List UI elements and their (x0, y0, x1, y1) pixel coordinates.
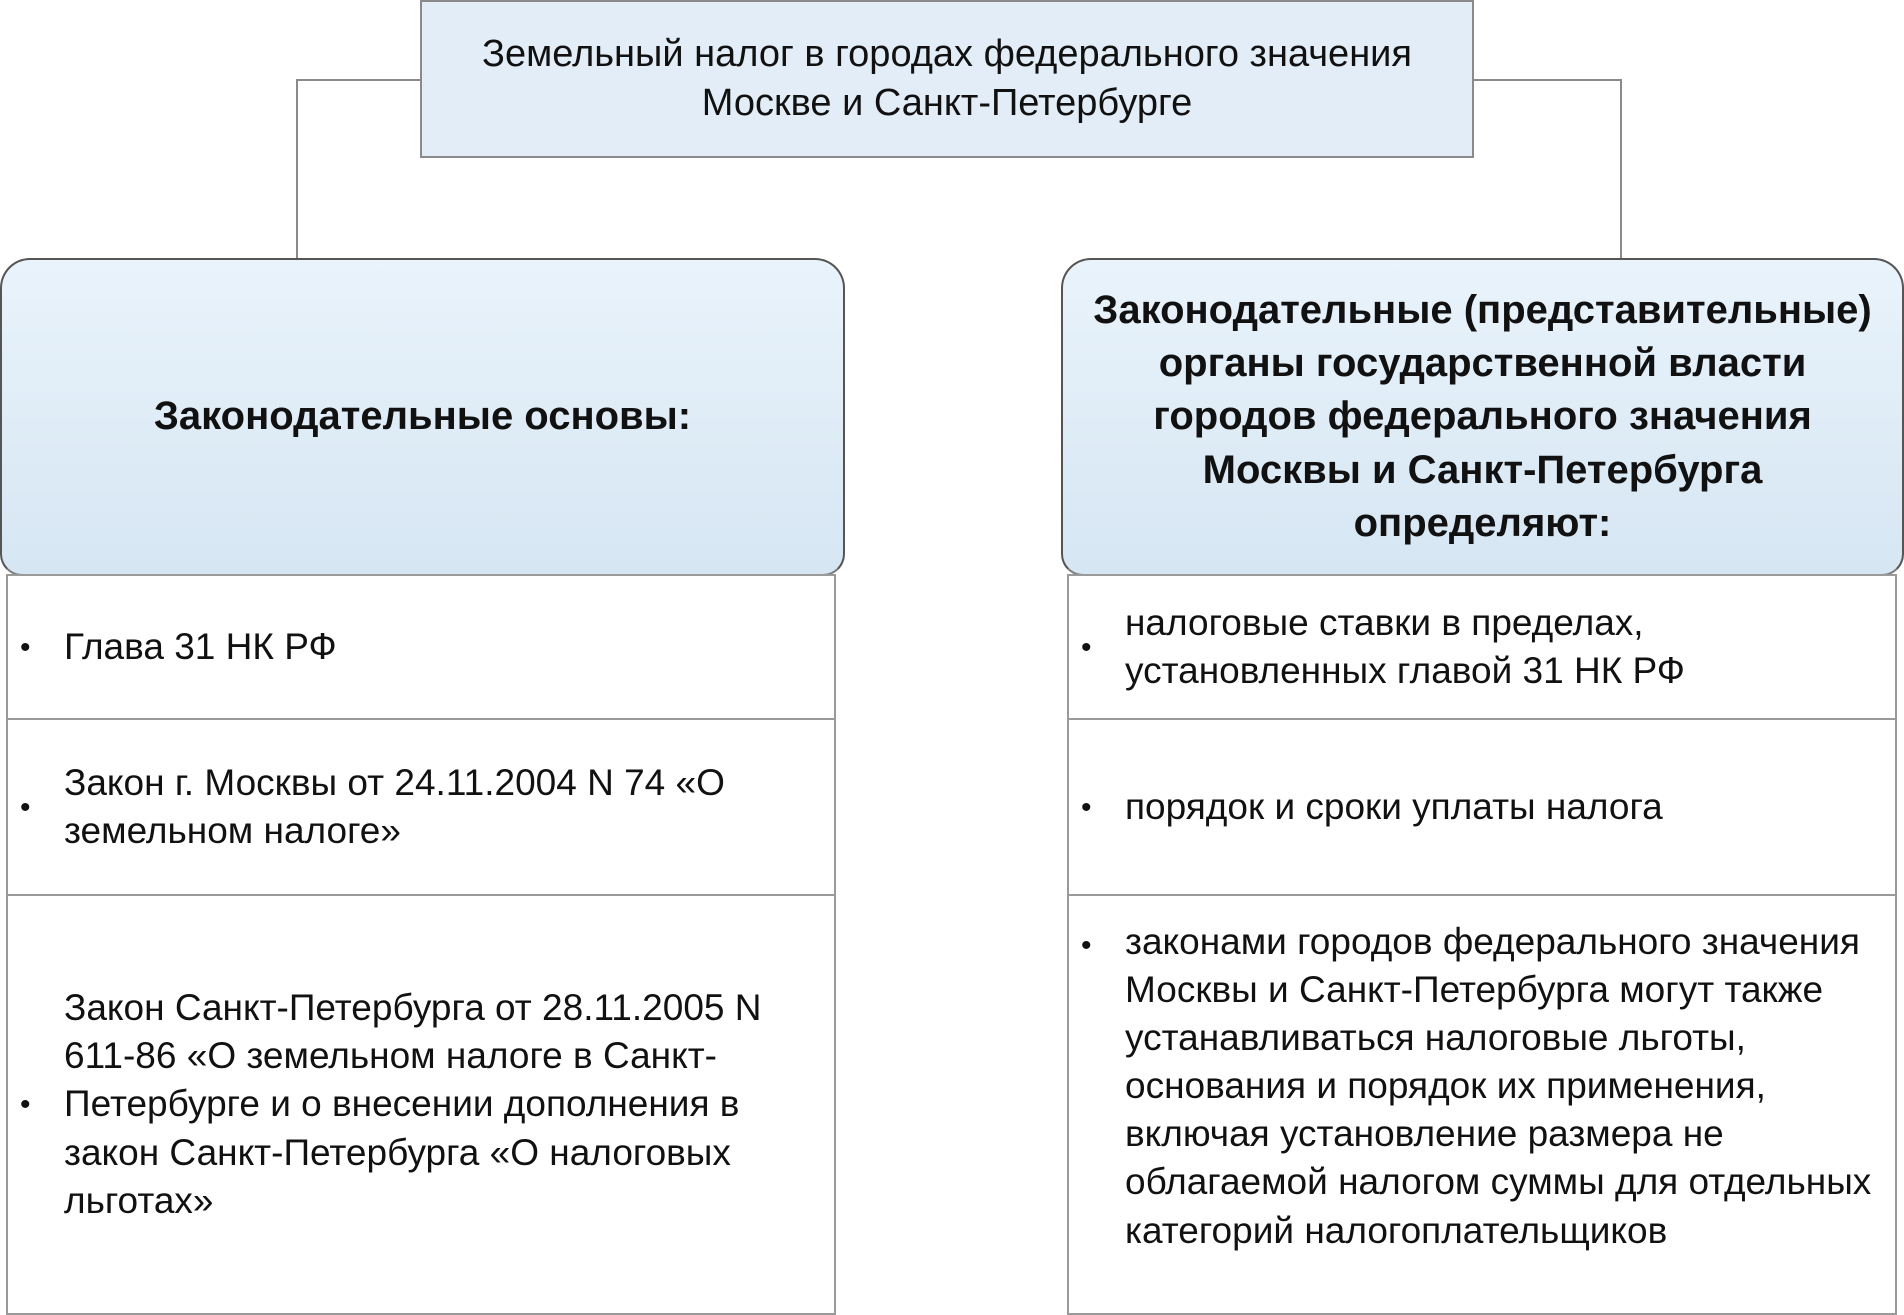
list-item (8, 576, 834, 718)
list-item-text: Глава 31 НК РФ (64, 625, 337, 667)
bullet-icon: • (20, 1088, 31, 1121)
connector-right-horizontal (1474, 79, 1622, 81)
connector-left-vertical (296, 79, 298, 258)
connector-right-vertical (1620, 79, 1622, 258)
list-item (8, 894, 834, 1313)
authorities-list (1067, 574, 1897, 1315)
bullet-icon: • (20, 630, 31, 664)
list-item-text: Закон Санкт-Петербурга от 28.11.2005 N 611-86 «О земельном налоге в Санкт-Петербурге и о внесении дополнения в закон Санкт-Петербурга «О налоговых льготах» (64, 987, 762, 1221)
diagram-title: Земельный налог в городах федерального значения Москве и Санкт-Петербурге (482, 33, 1412, 124)
bullet-icon: • (1081, 630, 1092, 664)
bullet-icon: • (1081, 929, 1092, 962)
diagram-title-box (420, 0, 1474, 158)
list-item-text: налоговые ставки в пределах, установленных главой 31 НК РФ (1125, 601, 1685, 691)
list-item (1069, 894, 1895, 1313)
bullet-icon: • (20, 790, 31, 824)
list-item-text: Закон г. Москвы от 24.11.2004 N 74 «О земельном налоге» (64, 761, 725, 851)
legal-basis-header (0, 258, 845, 576)
list-item-text: порядок и сроки уплаты налога (1125, 785, 1663, 827)
list-item (8, 718, 834, 894)
legal-basis-header-text: Законодательные основы: (153, 394, 692, 439)
list-item (1069, 576, 1895, 718)
connector-left-horizontal (296, 79, 420, 81)
authorities-header-text: Законодательные (представительные) органы государственной власти городов федерального значения Москвы и Санкт-Петербурга определяют: (1093, 288, 1872, 545)
list-item (1069, 718, 1895, 894)
bullet-icon: • (1081, 790, 1092, 824)
legal-basis-list (6, 574, 836, 1315)
authorities-header (1061, 258, 1904, 576)
list-item-text: законами городов федерального значения Москвы и Санкт-Петербурга могут также устанавливаться налоговые льготы, основания и порядок их применения, включая установление размера не облагаемой налогом суммы для отдельных категорий налогоплательщиков (1125, 921, 1872, 1251)
